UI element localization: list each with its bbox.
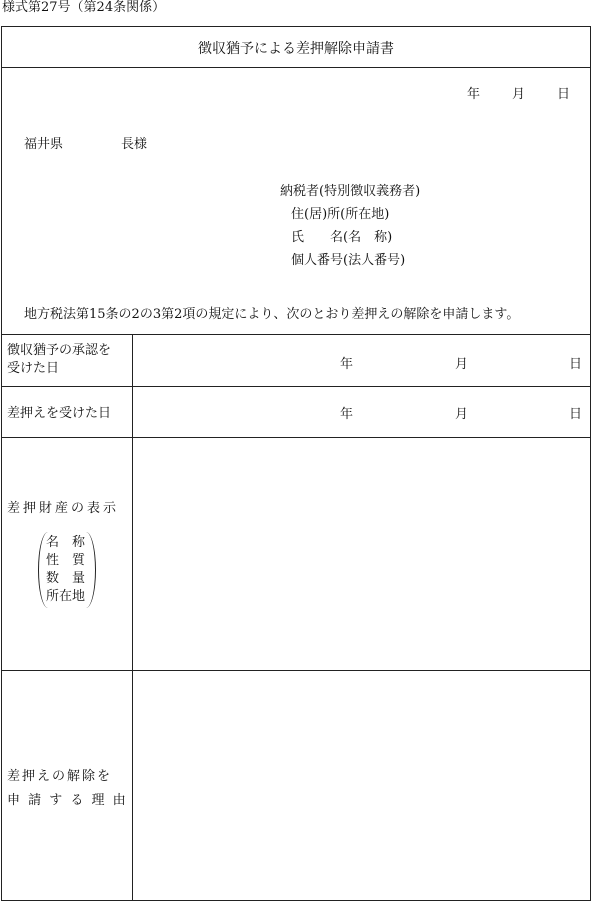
form-number: 様式第27号（第24条関係） xyxy=(2,0,166,15)
property-item: 名 称 xyxy=(46,535,86,550)
approval-date-label-line1: 徴収猶予の承認を xyxy=(7,343,112,358)
reason-label-line1: 差押えの解除を xyxy=(7,769,113,784)
date-year-label: 年 xyxy=(466,87,480,102)
addressee-suffix: 長様 xyxy=(121,137,148,152)
reason-label-cell xyxy=(2,670,133,900)
seizure-date-label: 差押えを受けた日 xyxy=(7,406,112,421)
header-area xyxy=(2,67,590,335)
property-item: 数 量 xyxy=(46,571,86,586)
date-day-label: 日 xyxy=(556,87,570,102)
taxpayer-number-label: 個人番号(法人番号) xyxy=(291,253,406,268)
application-form xyxy=(1,26,591,901)
approval-year-label: 年 xyxy=(340,357,354,372)
taxpayer-role: 納税者(特別徴収義務者) xyxy=(280,184,421,199)
property-item: 性 質 xyxy=(46,553,86,568)
reason-label-line2: 申 請 す る 理 由 xyxy=(7,793,128,808)
taxpayer-block xyxy=(280,180,420,272)
approval-date-label-cell xyxy=(2,334,133,386)
property-label: 差押財産の表示 xyxy=(7,501,120,516)
approval-date-field[interactable] xyxy=(133,334,590,386)
seizure-date-field[interactable] xyxy=(133,386,590,437)
form-title: 徴収猶予による差押解除申請書 xyxy=(198,41,394,57)
taxpayer-name-label: 氏 名(名 称) xyxy=(291,230,393,245)
addressee-prefecture: 福井県 xyxy=(24,137,64,152)
property-items xyxy=(46,534,85,606)
application-date xyxy=(467,83,570,102)
seizure-year-label: 年 xyxy=(340,407,354,422)
property-field[interactable] xyxy=(133,437,590,670)
seizure-date-row xyxy=(2,386,590,438)
seizure-day-label: 日 xyxy=(568,407,582,422)
seizure-month-label: 月 xyxy=(455,407,469,422)
property-row xyxy=(2,437,590,671)
approval-month-label: 月 xyxy=(455,357,469,372)
property-label-cell xyxy=(2,437,133,670)
title-row xyxy=(2,27,590,68)
reason-field[interactable] xyxy=(133,670,590,900)
seizure-date-label-cell xyxy=(2,386,133,437)
date-month-label: 月 xyxy=(511,87,525,102)
taxpayer-address-label: 住(居)所(所在地) xyxy=(291,207,390,222)
approval-date-label-line2: 受けた日 xyxy=(7,361,60,376)
reason-row xyxy=(2,670,590,900)
approval-date-row xyxy=(2,334,590,387)
addressee xyxy=(24,133,147,152)
approval-day-label: 日 xyxy=(568,357,582,372)
property-item: 所在地 xyxy=(46,589,86,604)
request-statement: 地方税法第15条の2の3第2項の規定により、次のとおり差押えの解除を申請します。 xyxy=(24,307,520,322)
